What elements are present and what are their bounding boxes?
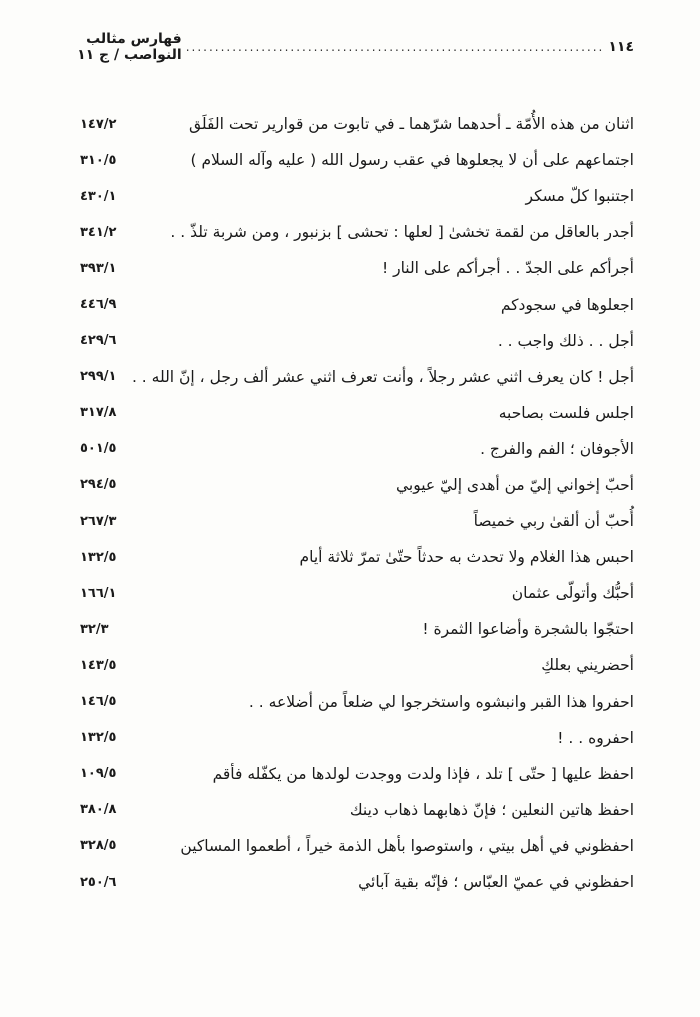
index-entry — [70, 864, 634, 900]
entry-text: أُحبّ أن ألقىٰ ربي خميصاً — [473, 512, 634, 531]
index-entry — [70, 828, 634, 864]
index-entry — [70, 359, 634, 395]
entry-reference: ٣٩٣/١ — [80, 260, 117, 276]
entry-reference: ٤٢٩/٦ — [80, 333, 117, 349]
entry-reference: ٣٤١/٢ — [80, 224, 117, 240]
entry-reference: ٤٣٠/١ — [80, 188, 117, 204]
entry-reference: ٥٠١/٥ — [80, 441, 117, 457]
entry-reference: ٣٢/٣ — [80, 621, 109, 637]
entry-reference: ٣٢٨/٥ — [80, 838, 117, 854]
index-entry — [70, 214, 634, 250]
index-entry — [70, 142, 634, 178]
entry-text: احفظوني في أهل بيتي ، واستوصوا بأهل الذمة خيراً ، أطعموا المساكين — [180, 836, 634, 855]
entry-reference: ٢٩٤/٥ — [80, 477, 117, 493]
entry-reference: ١٠٩/٥ — [80, 766, 117, 782]
entry-reference: ٣١٠/٥ — [80, 152, 117, 168]
entry-text: احفظ عليها [ حتّى ] تلد ، فإذا ولدت ووجدت لولدها من يكفّله فأقم — [212, 764, 634, 783]
entry-text: احبس هذا الغلام ولا تحدث به حدثاً حتّىٰ تمرّ ثلاثة أيام — [299, 548, 634, 567]
entry-text: اجعلوها في سجودكم — [500, 295, 634, 314]
entry-text: احفظ هاتين النعلين ؛ فإنّ ذهابهما ذهاب دينك — [349, 800, 634, 819]
entry-text: اجتنبوا كلّ مسكر — [525, 187, 634, 206]
index-list — [70, 106, 634, 900]
entry-text: أجدر بالعاقل من لقمة تخشىٰ [ لعلها : تحشى ] بزنبور ، ومن شربة تلذّ . . — [170, 223, 634, 242]
entry-text: احتجّوا بالشجرة وأضاعوا الثمرة ! — [422, 620, 634, 639]
entry-reference: ١٤٧/٢ — [80, 116, 117, 132]
entry-reference: ١٣٢/٥ — [80, 549, 117, 565]
index-entry — [70, 106, 634, 142]
entry-reference: ١٦٦/١ — [80, 585, 117, 601]
index-entry — [70, 684, 634, 720]
index-entry — [70, 467, 634, 503]
index-entry — [70, 323, 634, 359]
entry-text: احفروا هذا القبر وانبشوه واستخرجوا لي ضلعاً من أضلاعه . . — [248, 692, 634, 711]
index-entry — [70, 720, 634, 756]
entry-reference: ٤٤٦/٩ — [80, 297, 117, 313]
index-entry — [70, 647, 634, 683]
entry-text: أحبّ إخواني إليّ من أهدى إليّ عيوبي — [395, 475, 634, 494]
entry-text: أحبُّك وأتولّى عثمان — [511, 584, 634, 603]
leader-dots: ........................................................................ — [185, 40, 605, 54]
index-entry — [70, 178, 634, 214]
entry-reference: ١٣٢/٥ — [80, 730, 117, 746]
entry-text: أجل . . ذلك واجب . . — [497, 331, 634, 350]
entry-reference: ٢٦٧/٣ — [80, 513, 117, 529]
index-entry — [70, 611, 634, 647]
entry-text: احفروه . . ! — [557, 728, 634, 747]
entry-reference: ٣١٧/٨ — [80, 405, 117, 421]
entry-text: الأجوفان ؛ الفم والفرج . — [480, 439, 634, 458]
entry-text: أجل ! كان يعرف اثني عشر رجلاً ، وأنت تعرف اثني عشر ألف رجل ، إنّ الله . . — [131, 367, 634, 386]
entry-text: أجرأكم على الجدّ . . أجرأكم على النار ! — [381, 259, 634, 278]
index-entry — [70, 575, 634, 611]
index-entry — [70, 286, 634, 322]
page-number: ١١٤ — [608, 39, 634, 55]
index-entry — [70, 250, 634, 286]
entry-text: أحضريني بعلكِ — [541, 656, 634, 675]
running-title: فهارس مثالب النواصب / ج ١١ — [77, 31, 182, 63]
entry-reference: ٢٥٠/٦ — [80, 874, 117, 890]
index-entry — [70, 792, 634, 828]
entry-reference: ١٤٦/٥ — [80, 694, 117, 710]
entry-reference: ٣٨٠/٨ — [80, 802, 117, 818]
entry-text: احفظوني في عميّ العبّاس ؛ فإنّه بقية آبائي — [358, 873, 634, 892]
index-entry — [70, 756, 634, 792]
index-entry — [70, 431, 634, 467]
index-entry — [70, 539, 634, 575]
entry-reference: ١٤٣/٥ — [80, 657, 117, 673]
entry-text: اجتماعهم على أن لا يجعلوها في عقب رسول الله ( عليه وآله السلام ) — [190, 151, 634, 170]
running-header — [62, 31, 634, 63]
entry-text: اجلس فلست بصاحبه — [498, 403, 634, 422]
entry-reference: ٢٩٩/١ — [80, 369, 117, 385]
index-entry — [70, 395, 634, 431]
entry-text: اثنان من هذه الأُمّة ـ أحدهما شرّهما ـ في تابوت من قوارير تحت الفَلَق — [188, 115, 634, 134]
index-entry — [70, 503, 634, 539]
